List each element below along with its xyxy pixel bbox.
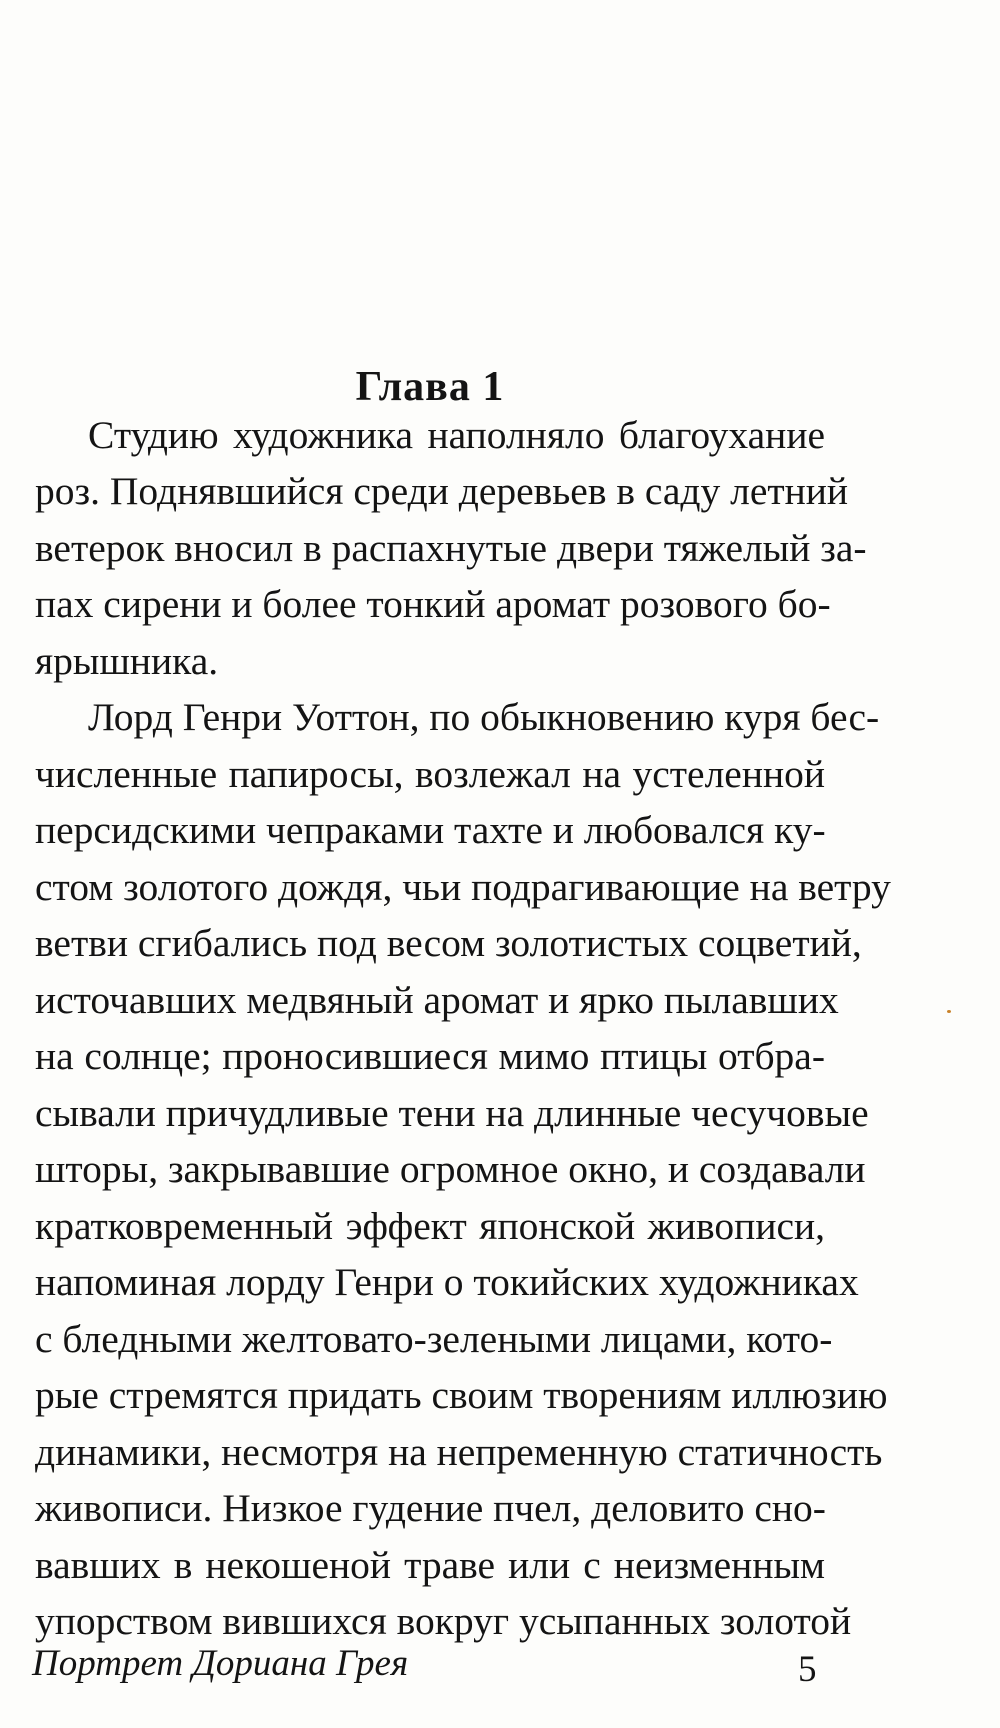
text-line: ярышника.: [35, 639, 219, 683]
text-line: упорством вившихся вокруг усыпанных золотой: [35, 1599, 852, 1643]
text-line: Студию художника наполняло благоухание: [88, 413, 825, 457]
text-line: вавших в некошеной траве или с неизменным: [35, 1543, 825, 1587]
text-line: численные папиросы, возлежал на устеленной: [35, 752, 825, 796]
text-line: шторы, закрывавшие огромное окно, и создавали: [35, 1147, 866, 1191]
text-line: сывали причудливые тени на длинные чесучовые: [35, 1091, 869, 1135]
text-line: пах сирени и более тонкий аромат розового бо-: [35, 582, 831, 626]
text-line: динамики, несмотря на непременную статичность: [35, 1430, 883, 1474]
text-line: ветви сгибались под весом золотистых соцветий,: [35, 921, 862, 965]
text-line: стом золотого дождя, чьи подрагивающие на ветру: [35, 865, 891, 909]
text-line: роз. Поднявшийся среди деревьев в саду летний: [35, 469, 849, 513]
text-line: кратковременный эффект японской живописи,: [35, 1204, 825, 1248]
text-line: рые стремятся придать своим творениям иллюзию: [35, 1373, 888, 1417]
chapter-title: Глава 1: [355, 364, 505, 410]
text-line: с бледными желтовато-зелеными лицами, кото-: [35, 1317, 833, 1361]
text-line: персидскими чепраками тахте и любовался ку-: [35, 808, 826, 852]
paper-speck: [947, 1010, 951, 1013]
text-line: ветерок вносил в распахнутые двери тяжелый за-: [35, 526, 867, 570]
running-footer-title: Портрет Дориана Грея: [32, 1643, 409, 1684]
text-line: Лорд Генри Уоттон, по обыкновению куря бес-: [88, 695, 880, 739]
text-line: живописи. Низкое гудение пчел, деловито сно-: [35, 1486, 826, 1530]
text-line: напоминая лорду Генри о токийских художниках: [35, 1260, 859, 1304]
page-number: 5: [798, 1649, 817, 1690]
text-line: на солнце; проносившиеся мимо птицы отбра-: [35, 1034, 825, 1078]
text-line: источавших медвяный аромат и ярко пылавших: [35, 978, 839, 1022]
